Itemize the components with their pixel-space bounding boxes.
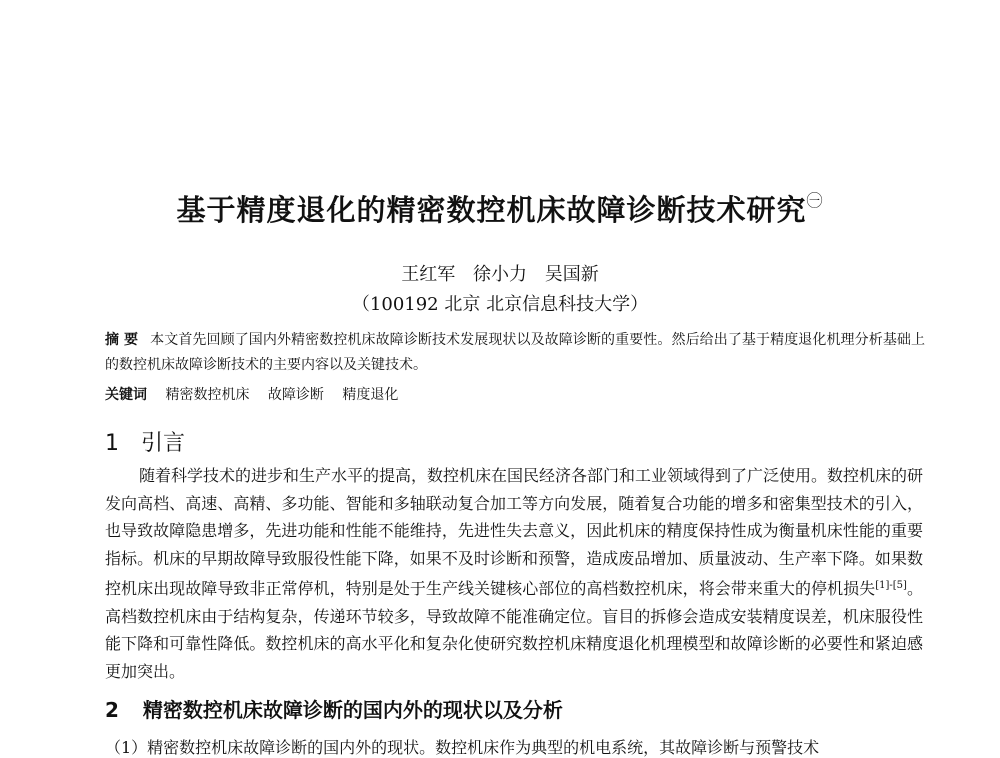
abstract-text: 本文首先回顾了国内外精密数控机床故障诊断技术发展现状以及故障诊断的重要性。然后给出了基于精度退化机理分析基础上的数控机床故障诊断技术的主要内容以及关键技术。: [105, 332, 926, 373]
section-title: 引言: [141, 431, 186, 456]
keyword-item: 故障诊断: [267, 387, 324, 403]
intro-paragraph: [105, 462, 923, 685]
keywords-label: 关键词: [105, 387, 147, 403]
section-heading-1: [105, 426, 185, 457]
section-number: 1: [105, 431, 119, 456]
abstract-label: 摘 要: [105, 332, 139, 348]
paragraph-text-cont: 。高档数控机床由于结构复杂，传递环节较多，导致故障不能准确定位。盲目的拆修会造成安装精度误差，机床服役性能下降和可靠性降低。数控机床的高水平化和复杂化使研究数控机床精度退化机理模型和故障诊断的必要性和紧迫感更加突出。: [105, 579, 923, 681]
affiliation: （100192 北京 北京信息科技大学）: [351, 294, 649, 315]
section-title: 精密数控机床故障诊断的国内外的现状以及分析: [142, 698, 563, 722]
paper-title: [0, 188, 1000, 229]
keywords: [105, 384, 412, 404]
paragraph-text: 随着科学技术的进步和生产水平的提高，数控机床在国民经济各部门和工业领域得到了广泛使用。数控机床的研发向高档、高速、高精、多功能、智能和多轴联动复合加工等方向发展，随着复合功能的增多和密集型技术的引入，也导致故障隐患增多，先进功能和性能不能维持，先进性失去意义，因此机床的精度保持性成为衡量机床性能的重要指标。机床的早期故障导致服役性能下降，如果不及时诊断和预警，造成废品增加、质量波动、生产率下降。如果数控机床出现故障导致非正常停机，特别是处于生产线关键核心部位的高档数控机床，将会带来重大的停机损失: [105, 466, 924, 598]
section-number: 2: [105, 698, 119, 722]
keyword-item: 精密数控机床: [165, 387, 250, 403]
author-list: 王红军 徐小力 吴国新: [401, 264, 599, 285]
section-heading-2: [105, 694, 563, 723]
cut-off-paragraph: （1）精密数控机床故障诊断的国内外的现状。数控机床作为典型的机电系统，其故障诊断与预警技术: [105, 738, 820, 757]
citation-ref: [1]-[5]: [875, 580, 907, 591]
title-text: 基于精度退化的精密数控机床故障诊断技术研究: [176, 193, 807, 227]
keyword-item: 精度退化: [342, 387, 399, 403]
abstract: [105, 328, 925, 378]
title-footnote-mark: ㊀: [806, 191, 824, 210]
